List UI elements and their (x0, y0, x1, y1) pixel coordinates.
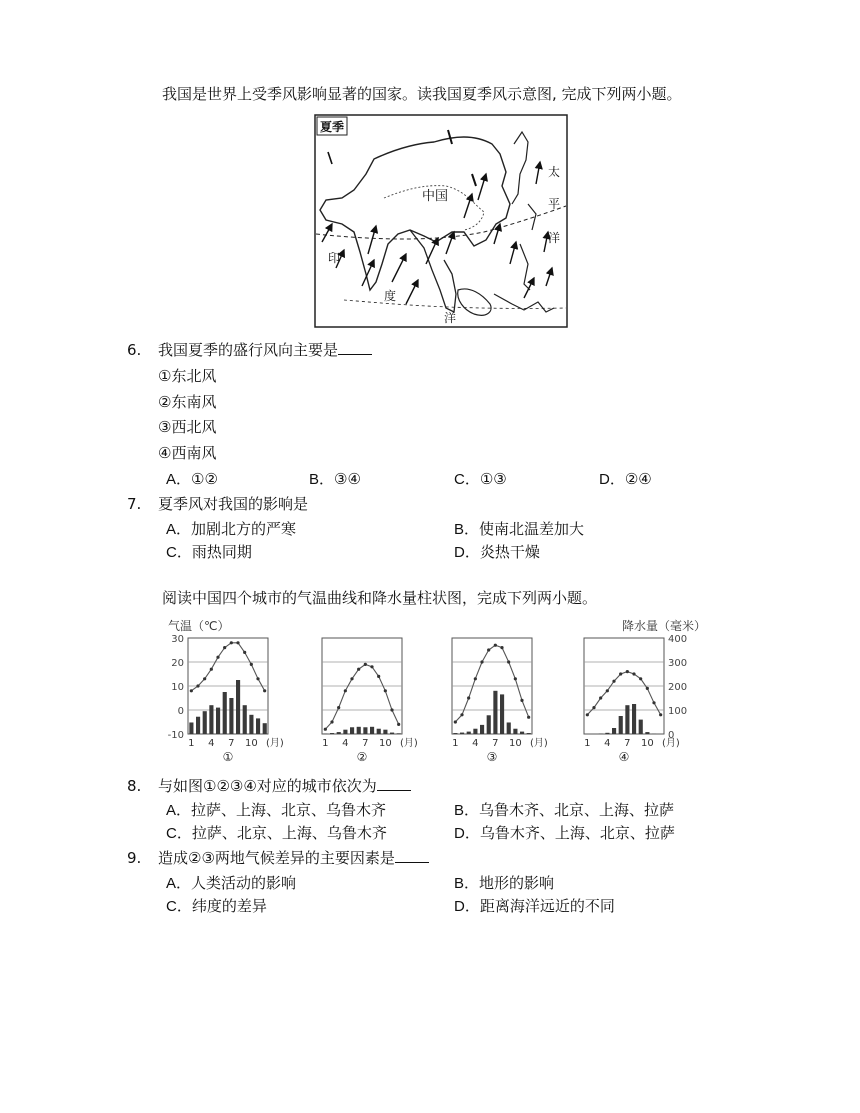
temp-point (520, 699, 523, 702)
precip-bar (209, 705, 213, 734)
q6-blank[interactable] (338, 340, 372, 355)
q7-option-d-text: 炎热干燥 (479, 543, 540, 561)
q7-option-d[interactable] (454, 542, 540, 563)
temp-point (626, 670, 629, 673)
temp-axis-label: 气温（℃） (168, 619, 230, 633)
map-season-label: 夏季 (320, 120, 345, 134)
precip-tick-label: 400 (668, 634, 688, 645)
temp-point (330, 720, 333, 723)
temp-point (652, 701, 655, 704)
q8-number: 8. (127, 777, 142, 795)
temp-point (646, 687, 649, 690)
temp-point (507, 660, 510, 663)
q8-option-d-letter: D． (454, 825, 480, 842)
q8-option-b-letter: B． (454, 802, 480, 819)
temp-point (357, 668, 360, 671)
q6-option-c-letter: C． (454, 471, 480, 488)
precip-axis-label: 降水量（毫米） (622, 619, 707, 633)
precip-bar (243, 705, 247, 734)
q7-option-b[interactable] (454, 519, 584, 540)
precip-bar (216, 708, 220, 734)
temp-point (377, 675, 380, 678)
temp-point (223, 646, 226, 649)
temp-point (586, 713, 589, 716)
precip-bar (625, 705, 629, 734)
precip-bar (249, 715, 253, 734)
q7-option-c-letter: C． (166, 544, 192, 561)
q8-option-b[interactable] (454, 800, 674, 821)
q8-option-d-text: 乌鲁木齐、上海、北京、拉萨 (479, 824, 675, 842)
month-tick-label: 4 (472, 738, 479, 749)
precip-bar (203, 711, 207, 734)
q8-option-a-text: 拉萨、上海、北京、乌鲁木齐 (191, 801, 387, 819)
precip-tick-label: 100 (668, 706, 688, 717)
q7-option-a-text: 加剧北方的严寒 (191, 520, 297, 538)
q7-option-c-text: 雨热同期 (191, 543, 252, 561)
temp-point (487, 648, 490, 651)
temp-tick-label: 20 (171, 658, 184, 669)
temp-point (494, 644, 497, 647)
month-tick-label: 7 (624, 738, 631, 749)
q9-blank[interactable] (395, 848, 429, 863)
q6-option-d-letter: D． (599, 471, 625, 488)
precip-bar (390, 733, 394, 734)
q9-option-d-text: 距离海洋远近的不同 (479, 897, 615, 915)
month-tick-label: 10 (508, 738, 522, 749)
q9-option-b-letter: B． (454, 875, 480, 892)
temp-point (370, 665, 373, 668)
q6-option-d[interactable] (599, 469, 652, 490)
precip-bar (229, 698, 233, 734)
precip-tick-label: 200 (668, 682, 688, 693)
map-label-indian-3: 洋 (444, 311, 457, 325)
temp-point (337, 706, 340, 709)
chart-name: ② (356, 750, 368, 764)
q6-number: 6. (127, 341, 142, 359)
temp-point (480, 660, 483, 663)
temp-point (350, 677, 353, 680)
temp-point (344, 689, 347, 692)
precip-bar (236, 680, 240, 734)
q6-option-c-text: ①③ (479, 470, 507, 488)
intro-climate: 阅读中国四个城市的气温曲线和降水量柱状图，完成下列两小题。 (162, 589, 598, 607)
temp-point (454, 720, 457, 723)
q8-stem (158, 776, 411, 796)
precip-bar (377, 729, 381, 734)
q6-option-a-letter: A． (166, 471, 192, 488)
precip-bar (397, 733, 401, 734)
precip-bar (645, 732, 649, 734)
q9-option-d[interactable] (454, 896, 615, 917)
q6-option-d-text: ②④ (624, 470, 652, 488)
precip-bar (527, 733, 531, 734)
temp-point (467, 696, 470, 699)
climate-chart-1 (188, 638, 284, 764)
q6-option-a-text: ①② (191, 470, 218, 488)
month-tick-label: 7 (362, 738, 369, 749)
month-tick-label: 1 (452, 738, 459, 749)
q7-option-a[interactable] (166, 519, 296, 540)
temp-point (250, 663, 253, 666)
month-tick-label: 10 (378, 738, 392, 749)
temp-point (384, 689, 387, 692)
month-tick-label: 1 (584, 738, 591, 749)
intro-monsoon: 我国是世界上受季风影响显著的国家。读我国夏季风示意图, 完成下列两小题。 (162, 85, 682, 103)
precip-bar (363, 727, 367, 734)
precip-bar (605, 733, 609, 734)
q9-stem (158, 848, 429, 868)
month-unit-label: (月) (530, 738, 548, 749)
q6-item-3: ③西北风 (158, 418, 217, 436)
q6-option-b-letter: B． (309, 471, 335, 488)
precip-bar (507, 722, 511, 734)
temp-point (474, 677, 477, 680)
q8-option-c[interactable] (166, 823, 387, 844)
temp-point (659, 713, 662, 716)
month-tick-label: 1 (322, 738, 329, 749)
temp-axis (168, 634, 184, 741)
month-tick-label: 7 (228, 738, 235, 749)
q9-option-d-letter: D． (454, 898, 480, 915)
q7-text: 夏季风对我国的影响是 (158, 495, 309, 513)
summer-monsoon-map (314, 114, 568, 328)
q6-item-1: ①东北风 (158, 367, 217, 385)
temp-point (364, 663, 367, 666)
precip-bar (350, 727, 354, 734)
q7-option-b-letter: B． (454, 521, 480, 538)
precip-bar (263, 723, 267, 734)
q9-text: 造成②③两地气候差异的主要因素是 (158, 849, 395, 867)
q9-number: 9. (127, 849, 142, 867)
precip-bar (460, 733, 464, 734)
q9-option-b[interactable] (454, 873, 554, 894)
month-tick-label: 10 (244, 738, 258, 749)
precip-bar (330, 733, 334, 734)
charts-group (188, 638, 680, 764)
temp-point (592, 706, 595, 709)
precip-bar (370, 727, 374, 734)
map-label-china: 中国 (422, 189, 449, 204)
q7-option-a-letter: A． (166, 521, 192, 538)
precip-bar (357, 727, 361, 734)
temp-point (324, 728, 327, 731)
map-label-pacific-1: 太 (548, 165, 561, 179)
temp-point (606, 689, 609, 692)
map-label-indian-2: 度 (384, 289, 397, 303)
q8-blank[interactable] (377, 776, 411, 791)
temp-point (190, 689, 193, 692)
temp-point (390, 708, 393, 711)
map-label-pacific-3: 洋 (548, 231, 561, 245)
precip-bar (632, 704, 636, 734)
precip-bar (343, 730, 347, 734)
q9-option-a[interactable] (166, 873, 296, 894)
q8-text: 与如图①②③④对应的城市依次为 (158, 777, 377, 795)
temp-point (203, 677, 206, 680)
temp-point (500, 646, 503, 649)
q9-option-c[interactable] (166, 896, 267, 917)
precip-bar (256, 718, 260, 734)
climate-chart-2 (322, 638, 418, 764)
q9-option-c-text: 纬度的差异 (191, 897, 267, 915)
precip-bar (189, 722, 193, 734)
q8-option-a[interactable] (166, 800, 386, 821)
temp-point (612, 680, 615, 683)
temp-point (619, 672, 622, 675)
temp-point (639, 677, 642, 680)
precip-bar (619, 716, 623, 734)
temp-point (216, 656, 219, 659)
precip-bar (513, 729, 517, 734)
q8-option-d[interactable] (454, 823, 675, 844)
precip-bar (520, 732, 524, 734)
precip-bar (453, 733, 457, 734)
q6-option-b[interactable] (309, 469, 361, 490)
precip-bar (337, 732, 341, 734)
month-unit-label: (月) (266, 738, 284, 749)
q6-option-c[interactable] (454, 469, 507, 490)
precip-bar (612, 728, 616, 734)
q8-option-b-text: 乌鲁木齐、北京、上海、拉萨 (479, 801, 675, 819)
chart-name: ④ (618, 750, 630, 764)
q6-stem (158, 340, 372, 360)
q6-text: 我国夏季的盛行风向主要是 (158, 341, 339, 359)
temp-point (210, 668, 213, 671)
precip-bar (487, 715, 491, 734)
month-tick-label: 1 (188, 738, 195, 749)
q9-option-c-letter: C． (166, 898, 192, 915)
month-tick-label: 4 (208, 738, 215, 749)
temp-tick-label: 0 (177, 706, 184, 717)
q7-option-b-text: 使南北温差加大 (479, 520, 585, 538)
q9-option-b-text: 地形的影响 (479, 874, 555, 892)
climate-chart-3 (452, 638, 548, 764)
q7-number: 7. (127, 495, 142, 513)
precip-bar (500, 694, 504, 734)
q6-option-a[interactable] (166, 469, 218, 490)
climate-charts (160, 614, 730, 768)
temp-point (460, 713, 463, 716)
precip-tick-label: 0 (668, 730, 675, 741)
month-tick-label: 7 (492, 738, 499, 749)
temp-point (527, 716, 530, 719)
q8-option-a-letter: A． (166, 802, 192, 819)
temp-point (397, 723, 400, 726)
map-label-pacific-2: 平 (548, 197, 561, 211)
q8-option-c-text: 拉萨、北京、上海、乌鲁木齐 (191, 824, 387, 842)
q7-option-d-letter: D． (454, 544, 480, 561)
month-unit-label: (月) (400, 738, 418, 749)
precip-bar (467, 732, 471, 734)
q7-option-c[interactable] (166, 542, 252, 563)
temp-tick-label: 10 (171, 682, 184, 693)
temp-tick-label: -10 (167, 730, 184, 741)
chart-name: ① (222, 750, 234, 764)
precip-tick-label: 300 (668, 658, 688, 669)
q9-option-a-text: 人类活动的影响 (191, 874, 297, 892)
precip-bar (383, 730, 387, 734)
temp-point (196, 684, 199, 687)
temp-point (263, 689, 266, 692)
temp-point (236, 641, 239, 644)
q6-item-2: ②东南风 (158, 393, 217, 411)
precip-bar (473, 729, 477, 734)
month-unit-label: (月) (662, 738, 680, 749)
temp-point (632, 672, 635, 675)
q6-option-b-text: ③④ (334, 470, 361, 488)
temp-tick-label: 30 (171, 634, 184, 645)
climate-chart-4 (584, 638, 680, 764)
month-tick-label: 4 (604, 738, 611, 749)
q6-item-4: ④西南风 (158, 444, 217, 462)
q8-option-c-letter: C． (166, 825, 192, 842)
precip-bar (196, 717, 200, 734)
precip-bar (639, 720, 643, 734)
temp-point (256, 677, 259, 680)
temp-point (514, 677, 517, 680)
month-tick-label: 10 (640, 738, 654, 749)
precip-bar (223, 692, 227, 734)
temp-point (599, 696, 602, 699)
temp-point (243, 651, 246, 654)
chart-name: ③ (486, 750, 498, 764)
map-label-indian-1: 印 (328, 251, 341, 265)
q9-option-a-letter: A． (166, 875, 192, 892)
temp-point (230, 641, 233, 644)
precip-bar (480, 725, 484, 734)
precip-axis (668, 634, 687, 741)
precip-bar (493, 691, 497, 734)
month-tick-label: 4 (342, 738, 349, 749)
